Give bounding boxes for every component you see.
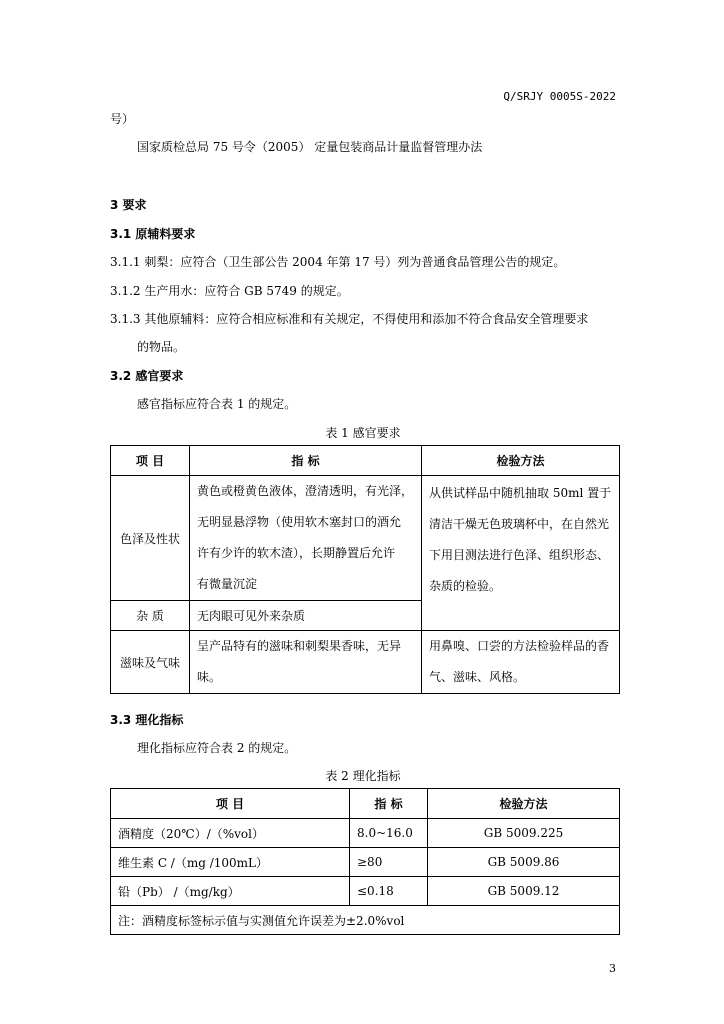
table-row-spec: 黄色或橙黄色液体，澄清透明，有光泽， 无明显悬浮物（使用软木塞封口的酒允 许有少许的软木渣），长期静置后允许 有微量沉淀 (190, 476, 422, 601)
clause-3-1-3: 3.1.3 其他原辅料：应符合相应标准和有关规定，不得使用和添加不符合食品安全管理要求 (110, 312, 589, 326)
table-2-header-method: 检验方法 (428, 789, 620, 819)
table-row-item: 滋味及气味 (111, 631, 190, 694)
table-row-spec: 呈产品特有的滋味和刺梨果香味，无异 味。 (190, 631, 422, 694)
table-2-caption: 表 2 理化指标 (325, 769, 401, 783)
table-row-item: 铅（Pb） /（mg/kg） (111, 877, 350, 906)
table-2-header-item: 项 目 (111, 789, 350, 819)
table-1-header-item: 项 目 (111, 446, 190, 476)
table-row-method: GB 5009.225 (428, 819, 620, 848)
table-row-item: 色泽及性状 (111, 476, 190, 601)
table-row-method: GB 5009.86 (428, 848, 620, 877)
table-1-sensory (110, 445, 620, 694)
document-code: Q/SRJY 0005S-2022 (503, 90, 616, 103)
table-row-item: 杂 质 (111, 601, 190, 631)
section-3-3-text: 理化指标应符合表 2 的规定。 (137, 741, 297, 755)
clause-3-1-2: 3.1.2 生产用水：应符合 GB 5749 的规定。 (110, 284, 349, 298)
section-3-2-heading: 3.2 感官要求 (110, 369, 184, 383)
table-row-spec: 无肉眼可见外来杂质 (190, 601, 422, 631)
table-1-caption: 表 1 感官要求 (325, 426, 401, 440)
table-1-header-method: 检验方法 (422, 446, 620, 476)
table-row-item: 维生素 C /（mg /100mL） (111, 848, 350, 877)
table-row-method: GB 5009.12 (428, 877, 620, 906)
clause-3-1-1: 3.1.1 刺梨：应符合（卫生部公告 2004 年第 17 号）列为普通食品管理公告的规定。 (110, 255, 566, 269)
section-3-2-text: 感官指标应符合表 1 的规定。 (137, 397, 297, 411)
table-row-method: 用鼻嗅、口尝的方法检验样品的香 气、滋味、风格。 (422, 631, 620, 694)
page-number: 3 (609, 962, 616, 975)
table-2-physicochemical (110, 788, 620, 935)
section-3-heading: 3 要求 (110, 198, 147, 212)
section-3-3-heading: 3.3 理化指标 (110, 713, 184, 727)
table-row-method: 从供试样品中随机抽取 50ml 置于 清洁干燥无色玻璃杯中，在自然光 下用目测法进行色泽、组织形态、 杂质的检验。 (422, 476, 620, 631)
table-2-note: 注：酒精度标签标示值与实测值允许误差为±2.0%vol (111, 906, 620, 935)
reference-line: 国家质检总局 75 号令（2005） 定量包装商品计量监督管理办法 (137, 140, 483, 154)
section-3-1-heading: 3.1 原辅料要求 (110, 227, 196, 241)
table-row-spec: ≤0.18 (350, 877, 428, 906)
continued-line: 号） (110, 112, 135, 126)
table-row-spec: 8.0~16.0 (350, 819, 428, 848)
table-2-header-spec: 指 标 (350, 789, 428, 819)
table-row-spec: ≥80 (350, 848, 428, 877)
clause-3-1-3-continued: 的物品。 (137, 340, 186, 354)
table-1-header-spec: 指 标 (190, 446, 422, 476)
table-row-item: 酒精度（20℃）/（%vol） (111, 819, 350, 848)
